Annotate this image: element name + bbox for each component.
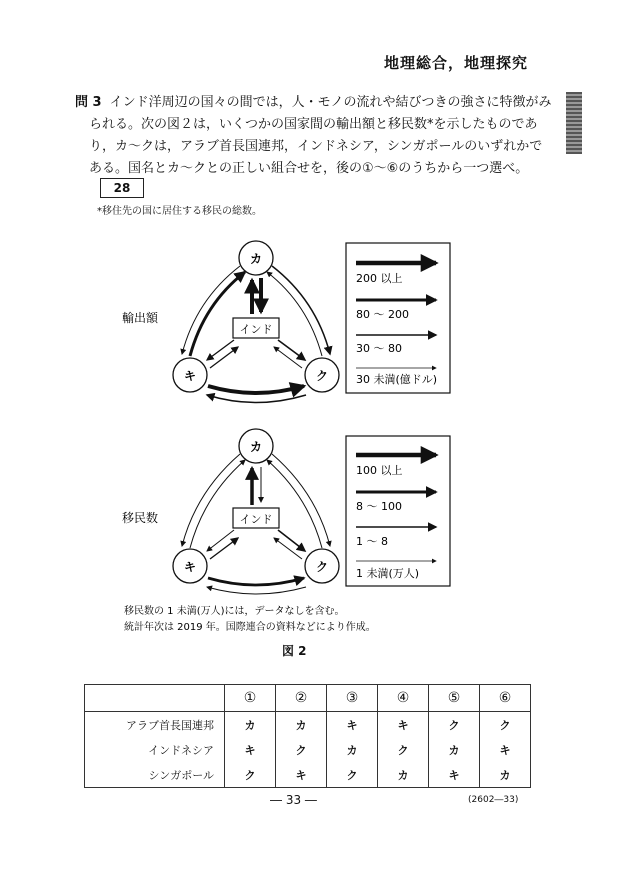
export-legend-2: 80 ～ 200 xyxy=(356,308,409,321)
question-number: 問 3 xyxy=(75,95,102,110)
migrant-footnote: *移住先の国に居住する移民の総数。 xyxy=(97,206,262,217)
figure-note-1: 移民数の 1 未満(万人)には，データなしを含む。 xyxy=(124,606,345,617)
export-legend-4: 30 未満(億ドル) xyxy=(356,373,438,386)
table-corner xyxy=(85,685,225,712)
choice-6-header: ⑥ xyxy=(480,685,531,712)
table-cell: カ xyxy=(429,737,480,762)
table-cell: カ xyxy=(480,762,531,788)
table-row xyxy=(85,737,531,762)
row-name-indonesia: インドネシア xyxy=(85,737,225,762)
migrant-label: 移民数 xyxy=(122,511,159,525)
table-cell: キ xyxy=(225,737,276,762)
row-name-uae: アラブ首長国連邦 xyxy=(85,712,225,738)
table-cell: カ xyxy=(276,712,327,738)
choice-2-header: ② xyxy=(276,685,327,712)
page-code: (2602―33) xyxy=(468,795,519,805)
table-cell: カ xyxy=(225,712,276,738)
migrant-diagram xyxy=(122,429,450,594)
subject-header: 地理総合，地理探究 xyxy=(383,54,528,72)
table-cell: ク xyxy=(276,737,327,762)
question-line-4: ある。国名とカ～クとの正しい組合せを，後の①～⑥のうちから一つ選べ。 xyxy=(89,161,529,176)
table-cell: ク xyxy=(480,712,531,738)
export-label: 輸出額 xyxy=(122,311,159,325)
node-ka-label-2: カ xyxy=(249,440,263,454)
migrant-legend-2: 8 ～ 100 xyxy=(356,500,402,513)
table-cell: キ xyxy=(327,712,378,738)
table-cell: カ xyxy=(327,737,378,762)
migrant-legend-3: 1 ～ 8 xyxy=(356,535,388,548)
node-ku-label: ク xyxy=(315,369,329,383)
migrant-legend-1: 100 以上 xyxy=(356,464,403,477)
node-ku-label-2: ク xyxy=(315,560,329,574)
migrant-legend-4: 1 未満(万人) xyxy=(356,567,420,580)
answer-choices-table xyxy=(84,684,531,788)
answer-number-box: 28 xyxy=(100,178,144,198)
choice-5-header: ⑤ xyxy=(429,685,480,712)
question-line-1: インド洋周辺の国々の間では，人・モノの流れや結びつきの強さに特徴がみ xyxy=(109,95,552,110)
node-ki-label: キ xyxy=(183,369,197,383)
table-cell: キ xyxy=(378,712,429,738)
figure-caption: 図 2 xyxy=(282,644,307,658)
node-india-label-2: インド xyxy=(239,513,273,526)
question-line-2: られる。次の図２は，いくつかの国家間の輸出額と移民数*を示したものであ xyxy=(89,117,538,132)
figure-note-2: 統計年次は 2019 年。国際連合の資料などにより作成。 xyxy=(124,622,376,633)
table-cell: カ xyxy=(378,762,429,788)
table-cell: ク xyxy=(225,762,276,788)
choice-1-header: ① xyxy=(225,685,276,712)
table-cell: ク xyxy=(327,762,378,788)
node-ki-label-2: キ xyxy=(183,560,197,574)
question-line-3: り，カ～クは，アラブ首長国連邦，インドネシア，シンガポールのいずれかで xyxy=(89,139,543,154)
export-legend-1: 200 以上 xyxy=(356,272,403,285)
export-legend-3: 30 ～ 80 xyxy=(356,342,402,355)
table-cell: キ xyxy=(480,737,531,762)
choice-4-header: ④ xyxy=(378,685,429,712)
page-number: ― 33 ― xyxy=(270,793,317,807)
row-name-singapore: シンガポール xyxy=(85,762,225,788)
table-cell: キ xyxy=(276,762,327,788)
table-cell: ク xyxy=(378,737,429,762)
export-diagram xyxy=(122,241,450,403)
node-india-label: インド xyxy=(239,323,273,336)
table-row xyxy=(85,762,531,788)
table-cell: ク xyxy=(429,712,480,738)
table-cell: キ xyxy=(429,762,480,788)
table-row xyxy=(85,712,531,738)
node-ka-label: カ xyxy=(249,252,263,266)
choice-3-header: ③ xyxy=(327,685,378,712)
